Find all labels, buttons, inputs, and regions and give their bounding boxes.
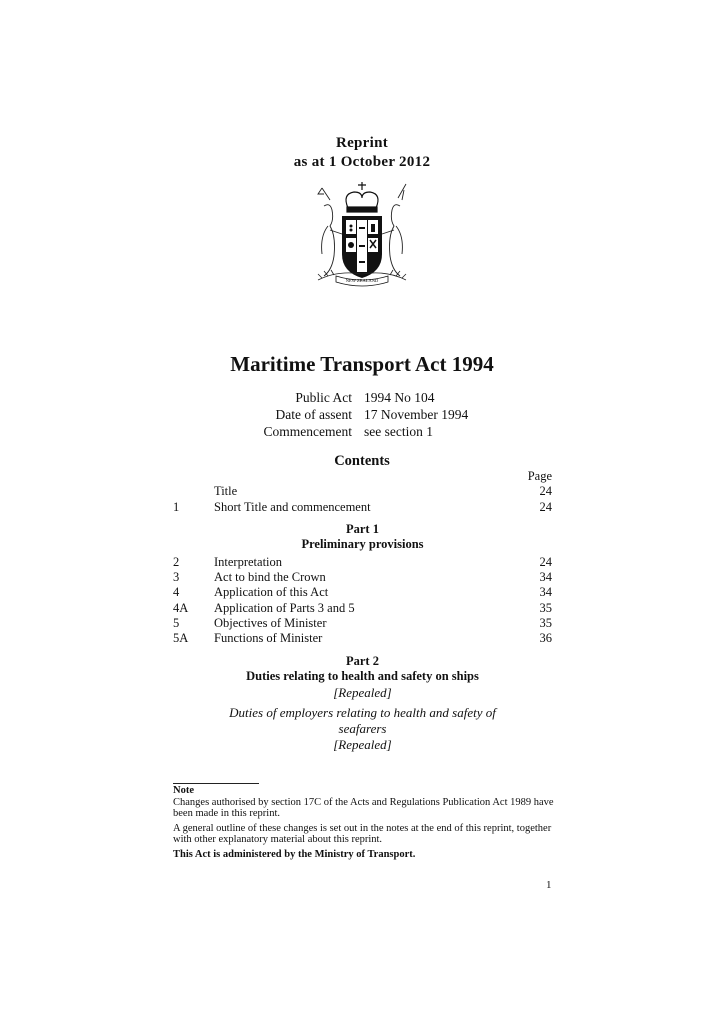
part-1-label: Part 1 (346, 521, 379, 536)
toc-entry[interactable] (173, 500, 552, 515)
toc-page: 24 (539, 484, 552, 499)
toc-label: Short Title and commencement (214, 499, 371, 514)
toc-page: 24 (539, 554, 552, 569)
toc-page: 24 (539, 499, 552, 514)
toc-page: 36 (539, 631, 552, 646)
crown-icon (346, 182, 378, 212)
part-2-heading: Duties relating to health and safety on ships (246, 669, 479, 684)
note-paragraph: A general outline of these changes is set out in the notes at the end of this reprint, together with other explanatory material about this reprint. (173, 822, 552, 845)
toc-entry[interactable] (173, 616, 552, 631)
toc-page: 34 (539, 585, 552, 600)
meta-key: Public Act (295, 390, 352, 405)
toc-entry[interactable] (173, 570, 552, 585)
page-column-header: Page (527, 469, 552, 483)
crest-ribbon-text: NEW ZEALAND (345, 278, 379, 283)
meta-value: 1994 No 104 (364, 390, 435, 405)
toc-num: 3 (173, 570, 180, 585)
act-metadata (200, 389, 560, 440)
reprint-date: as at 1 October 2012 (293, 154, 431, 170)
toc-label: Objectives of Minister (214, 616, 327, 631)
coat-of-arms-icon (300, 180, 424, 290)
footnote (173, 785, 558, 863)
part-2-label: Part 2 (346, 653, 379, 668)
shield-icon (342, 216, 382, 278)
subheading-repealed: [Repealed] (333, 736, 392, 752)
toc-label: Functions of Minister (214, 631, 323, 646)
toc-entry[interactable] (173, 585, 552, 600)
note-heading: Note (173, 785, 194, 796)
toc-entry[interactable] (173, 631, 552, 646)
toc-label: Interpretation (214, 554, 283, 569)
meta-row (200, 423, 560, 440)
meta-key: Commencement (263, 424, 352, 439)
toc-num: 5A (173, 631, 189, 646)
toc-page: 35 (539, 616, 552, 631)
meta-row (200, 389, 560, 406)
meta-value: see section 1 (364, 424, 433, 439)
toc-num: 1 (173, 499, 180, 514)
toc-page: 35 (539, 600, 552, 615)
toc-page: 34 (539, 570, 552, 585)
reprint-header (0, 134, 724, 172)
part-2-repealed: [Repealed] (333, 684, 392, 700)
meta-row (200, 406, 560, 423)
toc-entry[interactable] (173, 484, 552, 499)
contents-heading: Contents (334, 453, 390, 469)
meta-value: 17 November 1994 (364, 407, 469, 422)
toc-num: 4 (173, 585, 180, 600)
subheading-line2: seafarers (338, 720, 387, 736)
toc-label: Application of this Act (214, 585, 329, 600)
toc-num: 5 (173, 616, 180, 631)
toc-num (173, 484, 214, 499)
subheading-line1: Duties of employers relating to health and safety of (229, 704, 496, 720)
toc-label: Application of Parts 3 and 5 (214, 600, 355, 615)
table-of-contents (173, 469, 552, 753)
act-title: Maritime Transport Act 1994 (230, 352, 494, 376)
toc-entry[interactable] (173, 555, 552, 570)
meta-key: Date of assent (275, 407, 352, 422)
note-administered: This Act is administered by the Ministry of Transport. (173, 848, 416, 860)
note-paragraph: Changes authorised by section 17C of the Acts and Regulations Publication Act 1989 have been made in this reprint. (173, 796, 554, 819)
toc-num: 4A (173, 600, 189, 615)
toc-num: 2 (173, 554, 180, 569)
reprint-label: Reprint (335, 135, 389, 151)
footnote-divider (173, 783, 259, 784)
page-number: 1 (546, 879, 552, 891)
toc-label: Title (214, 484, 238, 499)
part-1-heading: Preliminary provisions (301, 537, 424, 552)
toc-label: Act to bind the Crown (214, 570, 326, 585)
toc-entry[interactable] (173, 601, 552, 616)
